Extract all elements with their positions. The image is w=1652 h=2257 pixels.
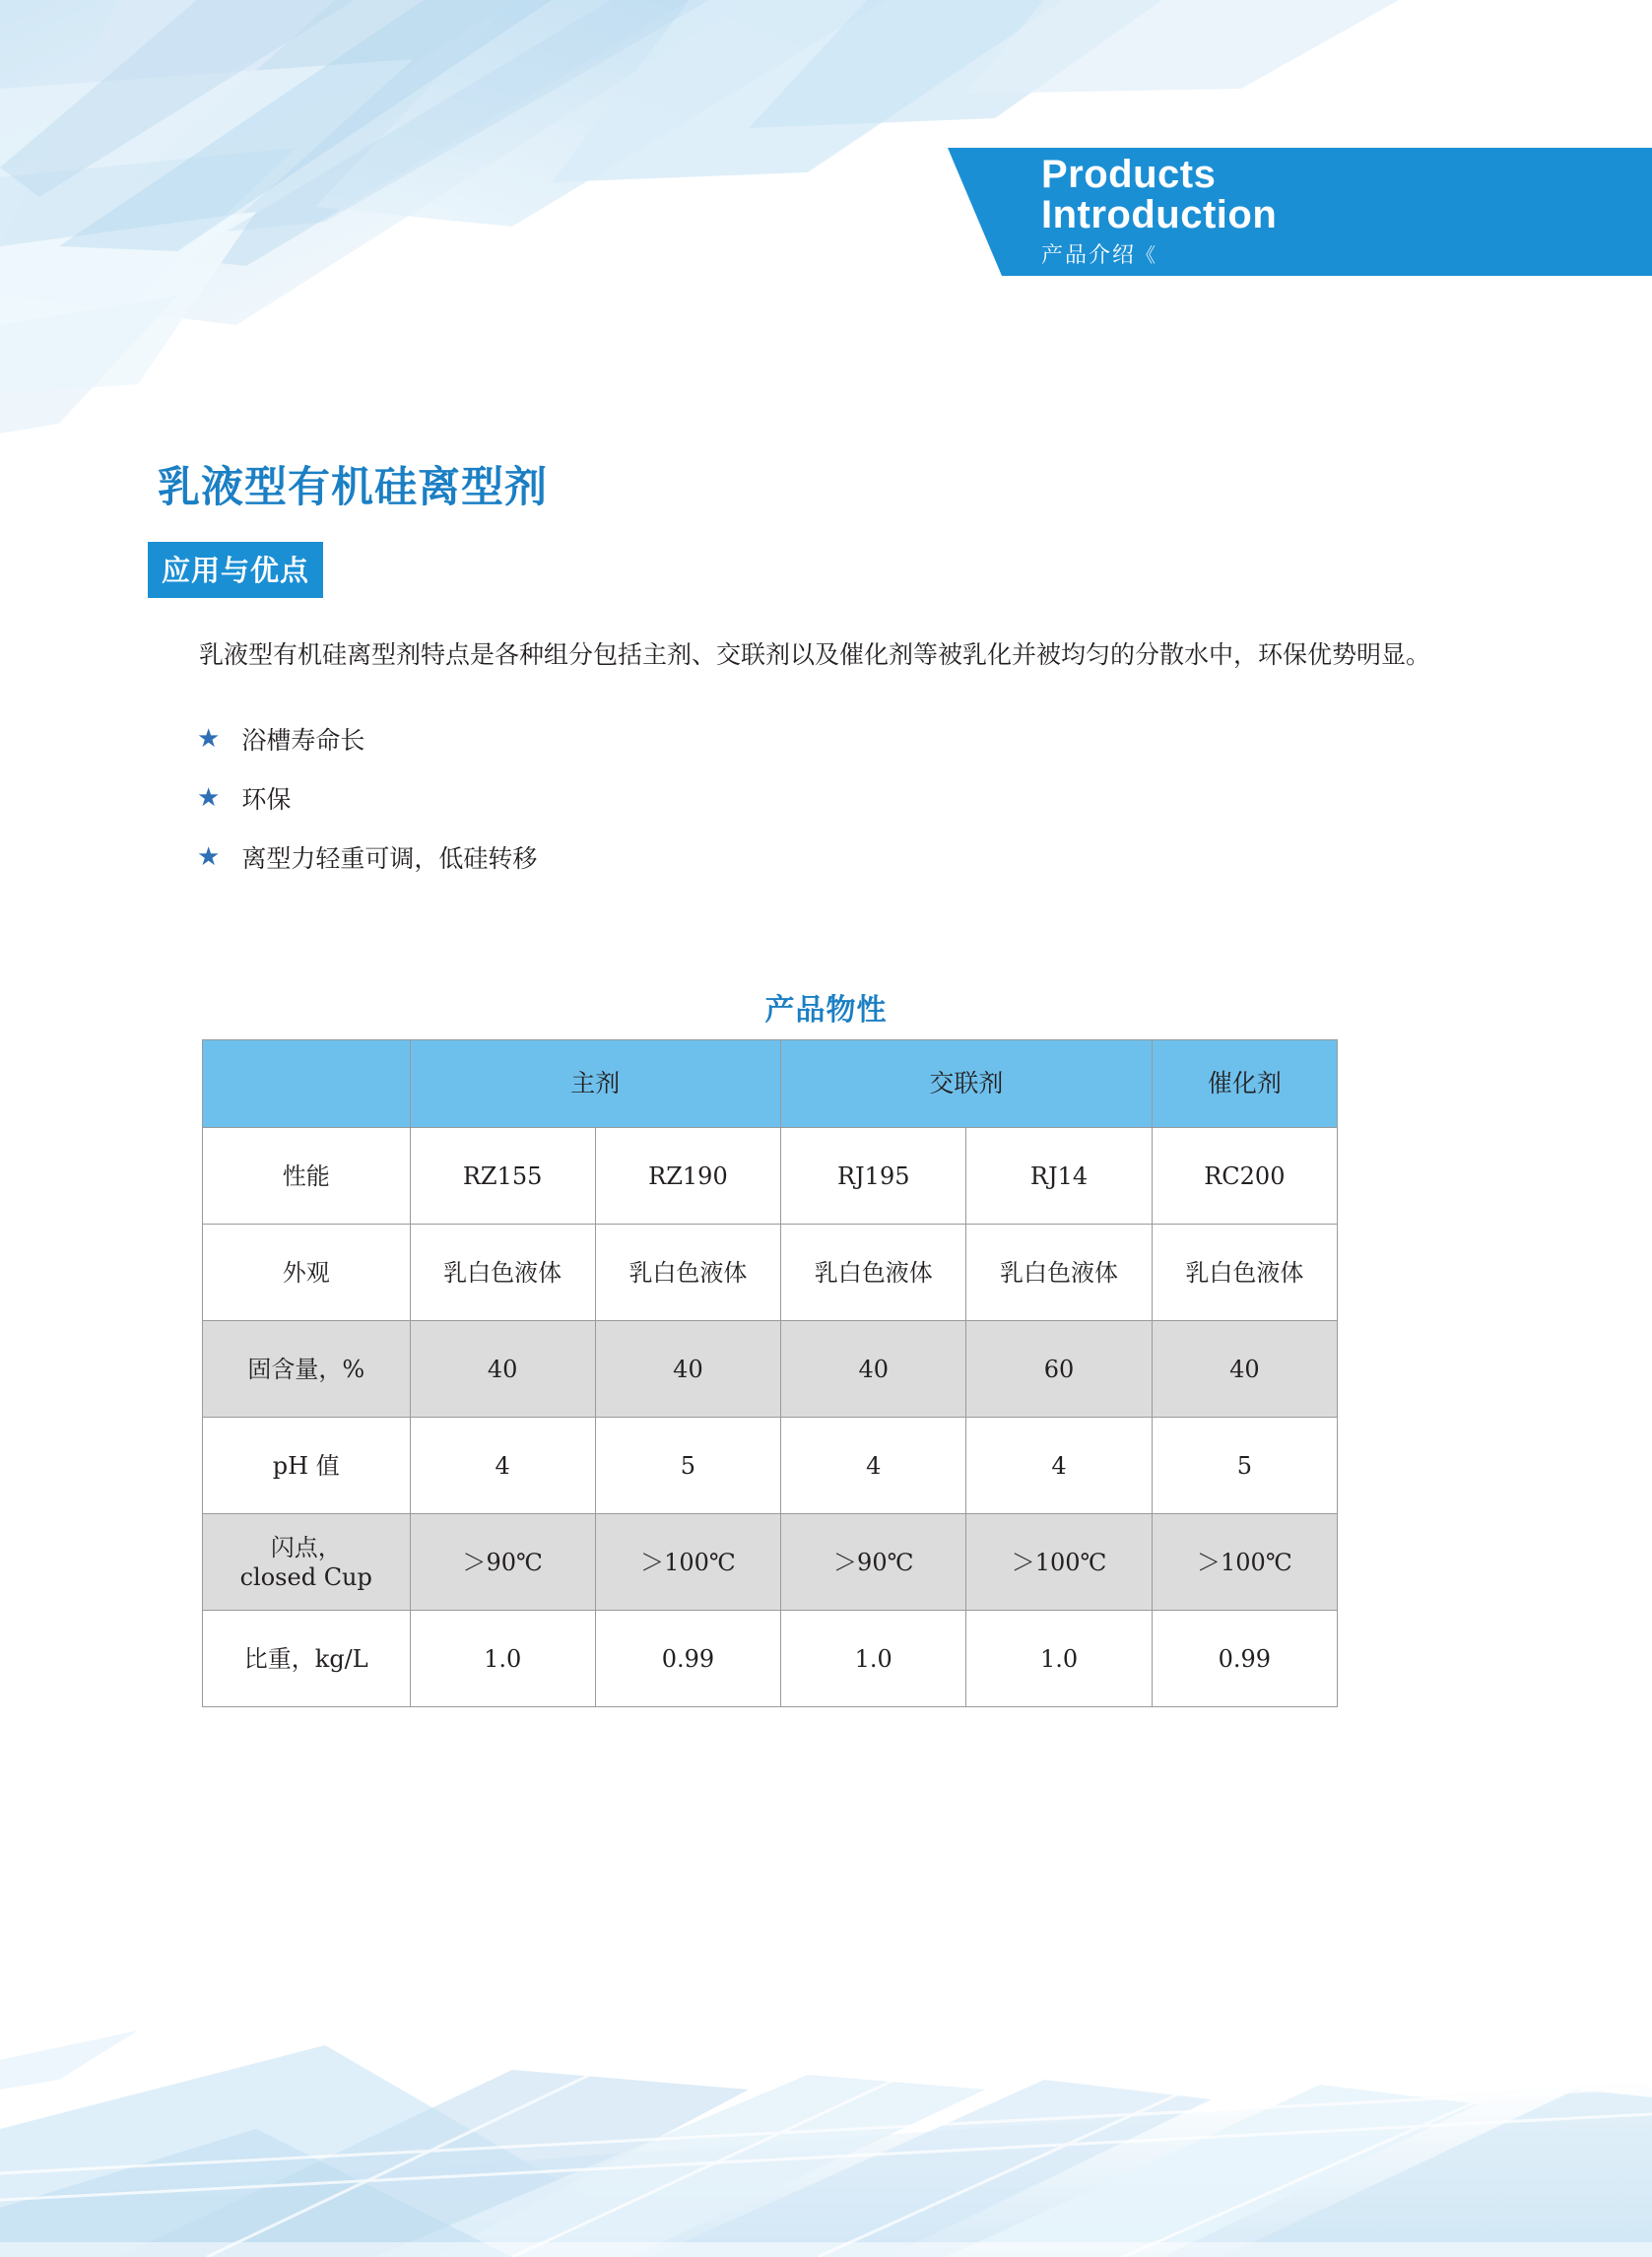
star-icon: ★ [197,724,221,754]
table-title: 产品物性 [764,994,888,1027]
cell-value: 40 [781,1321,966,1418]
bottom-decorative-graphic [0,1833,1652,2257]
cell-value: ＞100℃ [595,1514,780,1611]
header-title-cn-wrap [1041,238,1652,269]
cell-value: 乳白色液体 [966,1225,1152,1321]
cell-value: 0.99 [1152,1611,1337,1707]
cell-value: 乳白色液体 [1152,1225,1337,1321]
page-title: 乳液型有机硅离型剂 [158,463,548,511]
header-title-en-line1: Products [1041,152,1217,196]
row-label: 外观 [203,1225,411,1321]
list-item-label: 环保 [241,785,292,814]
column-header-rj195: RJ195 [781,1128,966,1225]
column-header-rc200: RC200 [1152,1128,1337,1225]
table-row [203,1321,1338,1418]
cell-value: 5 [595,1418,780,1514]
list-item [197,721,1379,757]
table-row [203,1418,1338,1514]
cell-value: 0.99 [595,1611,780,1707]
list-item-label: 浴槽寿命长 [241,726,365,755]
group-header-catalyst: 催化剂 [1152,1040,1337,1128]
row-label: 比重，kg/L [203,1611,411,1707]
cell-value: 40 [595,1321,780,1418]
table-group-header-row [203,1040,1338,1128]
intro-paragraph: 乳液型有机硅离型剂特点是各种组分包括主剂、交联剂以及催化剂等被乳化并被均匀的分散水中，环保优势明显。 [199,640,1431,669]
cell-value: ＞90℃ [781,1514,966,1611]
header-title-en-line2: Introduction [1041,192,1278,236]
row-label [203,1514,411,1611]
list-item-label: 离型力轻重可调，低硅转移 [241,844,538,873]
column-header-rz190: RZ190 [595,1128,780,1225]
cell-value: 1.0 [410,1611,595,1707]
cell-value: 4 [966,1418,1152,1514]
advantages-list [197,721,1379,898]
star-icon: ★ [197,783,221,813]
cell-value: 乳白色液体 [410,1225,595,1321]
group-header-blank [203,1040,411,1128]
table-row [203,1225,1338,1321]
star-icon: ★ [197,842,221,872]
cell-value: ＞100℃ [1152,1514,1337,1611]
cell-value: ＞90℃ [410,1514,595,1611]
table-row [203,1611,1338,1707]
column-header-rj14: RJ14 [966,1128,1152,1225]
cell-value: 1.0 [781,1611,966,1707]
cell-value: 5 [1152,1418,1337,1514]
row-label-line2: closed Cup [239,1562,372,1591]
cell-value: 1.0 [966,1611,1152,1707]
group-header-main-agent: 主剂 [410,1040,781,1128]
list-item [197,839,1379,875]
header-title-cn: 产品介绍 [1041,242,1137,268]
chevron-left-icon: 《 [1136,245,1158,268]
table-column-header-row [203,1128,1338,1225]
cell-value: 乳白色液体 [781,1225,966,1321]
section-tag-applications: 应用与优点 [148,542,323,598]
header-badge [1002,148,1652,276]
group-header-crosslinker: 交联剂 [781,1040,1153,1128]
column-header-rz155: RZ155 [410,1128,595,1225]
column-header-property: 性能 [203,1128,411,1225]
list-item [197,780,1379,816]
row-label-line1: 闪点， [270,1533,342,1561]
table-row [203,1514,1338,1611]
cell-value: 40 [410,1321,595,1418]
cell-value: 4 [781,1418,966,1514]
cell-value: 4 [410,1418,595,1514]
cell-value: 60 [966,1321,1152,1418]
product-properties-table [202,1039,1338,1707]
row-label: pH 值 [203,1418,411,1514]
cell-value: 乳白色液体 [595,1225,780,1321]
cell-value: 40 [1152,1321,1337,1418]
cell-value: ＞100℃ [966,1514,1152,1611]
row-label: 固含量，% [203,1321,411,1418]
badge-notch [948,148,1002,276]
